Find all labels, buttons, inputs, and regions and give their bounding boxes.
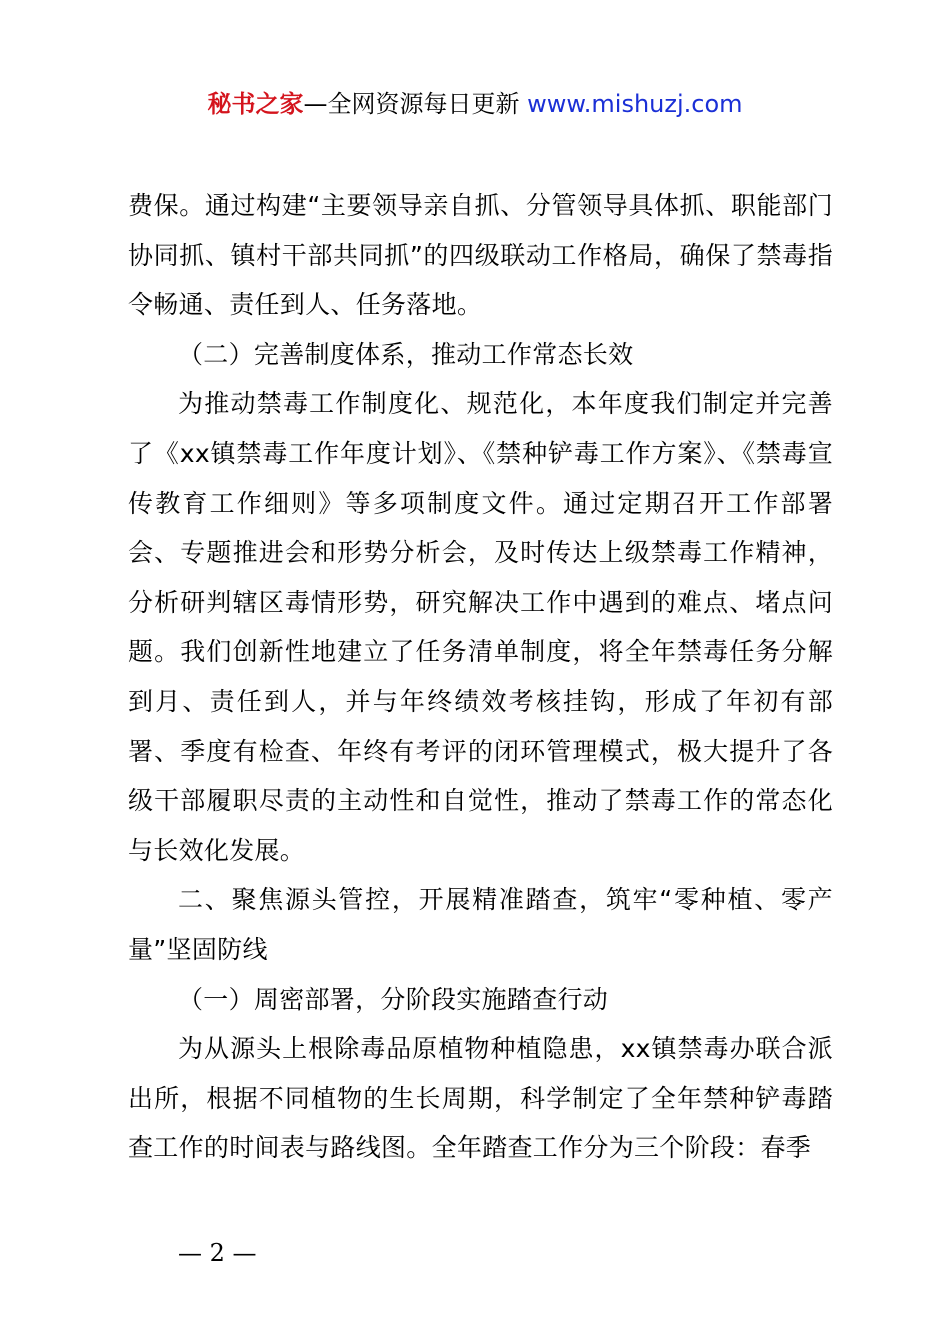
page-number: — 2 — [178, 1239, 257, 1267]
document-body [128, 181, 833, 1173]
section-heading: 二、聚焦源头管控，开展精准踏查，筑牢“零种植、零产量”坚固防线 [128, 885, 833, 964]
site-header [0, 84, 950, 124]
subsection-heading: （一）周密部署，分阶段实施踏查行动 [178, 984, 609, 1014]
paragraph-continuation: 费保。通过构建“主要领导亲自抓、分管领导具体抓、职能部门协同抓、镇村干部共同抓”的四级联动工作格局，确保了禁毒指令畅通、责任到人、任务落地。 [128, 191, 833, 320]
header-tagline: —全网资源每日更新 [303, 90, 528, 118]
paragraph: 为推动禁毒工作制度化、规范化，本年度我们制定并完善了《xx镇禁毒工作年度计划》、《禁种铲毒工作方案》、《禁毒宣传教育工作细则》等多项制度文件。通过定期召开工作部署会、专题推进会和形势分析会，及时传达上级禁毒工作精神，分析研判辖区毒情形势，研究解决工作中遇到的难点、堵点问题。我们创新性地建立了任务清单制度，将全年禁毒任务分解到月、责任到人，并与年终绩效考核挂钩，形成了年初有部署、季度有检查、年终有考评的闭环管理模式，极大提升了各级干部履职尽责的主动性和自觉性，推动了禁毒工作的常态化与长效化发展。 [128, 389, 833, 865]
brand-name: 秘书之家 [207, 90, 304, 118]
subsection-heading: （二）完善制度体系，推动工作常态长效 [178, 339, 634, 369]
site-url-link[interactable]: www.mishuzj.com [527, 90, 743, 118]
paragraph: 为从源头上根除毒品原植物种植隐患，xx镇禁毒办联合派出所，根据不同植物的生长周期，科学制定了全年禁种铲毒踏查工作的时间表与路线图。全年踏查工作分为三个阶段：春季 [128, 1034, 833, 1163]
